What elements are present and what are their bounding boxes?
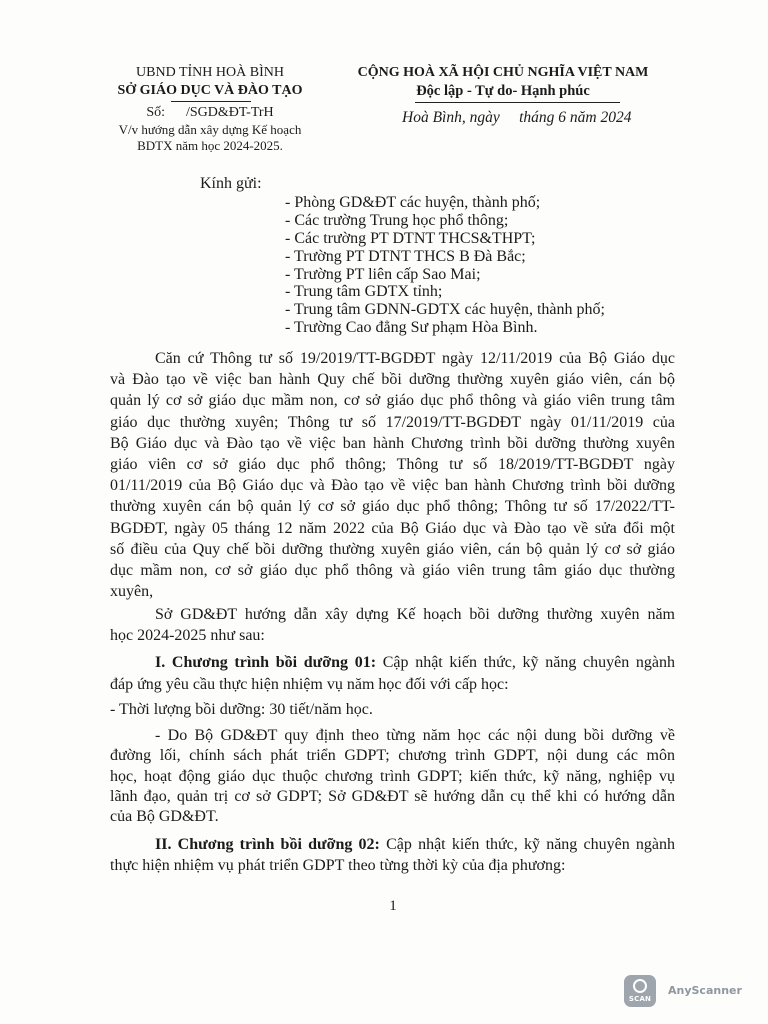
body-line: thường xuyên cán bộ quản lý cơ sở giáo dục phổ thông; Thông tư số 17/2022/TT-: [110, 498, 675, 516]
logo-text: SCAN: [628, 995, 652, 1003]
body-line: lãnh đạo, quản trị cơ sở GDPT; Sở GD&ĐT sẽ hướng dẫn cụ thể khi có hướng dẫn: [110, 787, 675, 805]
issuing-authority: UBND TỈNH HOÀ BÌNH: [136, 65, 284, 80]
page-number: 1: [389, 898, 397, 914]
recipient-item: - Trung tâm GDTX tỉnh;: [285, 283, 443, 301]
subject-line-2: BDTX năm học 2024-2025.: [137, 138, 283, 153]
recipient-item: - Các trường Trung học phổ thông;: [285, 211, 509, 229]
body-line: học, hoạt động giáo dục thuộc chương trình GDPT; kiến thức, kỹ năng, nghiệp vụ: [110, 767, 675, 785]
body-line: Căn cứ Thông tư số 19/2019/TT-BGDĐT ngày 12/11/2019 của Bộ Giáo dục: [155, 350, 675, 367]
national-motto: Độc lập - Tự do- Hạnh phúc: [416, 83, 590, 99]
header-left-ref: [100, 104, 320, 154]
body-line: - Do Bộ GD&ĐT quy định theo từng năm học các nội dung bồi dưỡng về: [155, 727, 675, 744]
body-line: 01/11/2019 của Bộ Giáo dục và Đào tạo về việc ban hành Chương trình bồi dưỡng: [110, 477, 675, 495]
recipient-item: - Các trường PT DTNT THCS&THPT;: [285, 229, 536, 247]
body-line: BGDĐT, ngày 05 tháng 12 năm 2022 của Bộ Giáo dục và Đào tạo về sửa đổi một: [110, 519, 675, 537]
body-line: giáo dục thường xuyên; Thông tư số 17/2019/TT-BGDĐT ngày 01/11/2019 của: [110, 413, 675, 431]
scanner-logo-icon: [624, 975, 656, 1007]
subject-line-1: V/v hướng dẫn xây dựng Kế hoạch: [118, 122, 302, 137]
department-underline: [171, 101, 251, 102]
country-name: CỘNG HOÀ XÃ HỘI CHỦ NGHĨA VIỆT NAM: [357, 65, 649, 80]
paragraph-content: [110, 726, 675, 827]
document-number: Số: /SGD&ĐT-TrH: [146, 105, 274, 120]
recipients-label: Kính gửi:: [200, 175, 262, 192]
paragraph-legal-basis: [110, 348, 675, 602]
recipient-item: - Trung tâm GDNN-GDTX các huyện, thành phố;: [285, 301, 605, 319]
body-text: Cập nhật kiến thức, kỹ năng chuyên ngành: [382, 654, 676, 671]
body-line: Bộ Giáo dục và Đào tạo về việc ban hành Chương trình bồi dưỡng thường xuyên: [110, 434, 675, 452]
body-line: dục mầm non, cơ sở giáo dục phổ thông và giáo viên trung tâm giáo dục thường: [110, 562, 675, 580]
body-line: đường lối, chính sách phát triển GDPT; chương trình GDPT, nội dung các môn: [110, 747, 675, 765]
section-heading: I. Chương trình bồi dưỡng 01:: [155, 654, 377, 671]
body-line: học 2024-2025 như sau:: [110, 627, 265, 644]
body-line: số điều của Quy chế bồi dưỡng thường xuyên giáo viên, cán bộ quản lý cơ sở giáo: [110, 540, 675, 558]
recipient-item: - Trường PT DTNT THCS B Đà Bắc;: [285, 247, 526, 265]
body-line: quản lý cơ sở giáo dục mầm non, cơ sở giáo dục phổ thông và giáo viên trung tâm: [110, 392, 675, 410]
recipients-list: [285, 194, 605, 337]
body-line: xuyên,: [110, 583, 154, 601]
body-line: và Đào tạo về việc ban hành Quy chế bồi dưỡng thường xuyên giáo viên, cán bộ: [110, 371, 675, 389]
body-text: Cập nhật kiến thức, kỹ năng chuyên ngành: [386, 836, 675, 853]
watermark-brand: AnyScanner: [668, 984, 742, 997]
paragraph-intro: [110, 604, 675, 646]
body-line: của Bộ GD&ĐT.: [110, 808, 219, 826]
body-line: Sở GD&ĐT hướng dẫn xây dựng Kế hoạch bồi dưỡng thường xuyên năm: [155, 606, 675, 623]
section-heading: II. Chương trình bồi dưỡng 02:: [155, 836, 380, 853]
recipient-item: - Trường PT liên cấp Sao Mai;: [285, 265, 481, 283]
recipient-item: - Trường Cao đẳng Sư phạm Hòa Bình.: [285, 319, 538, 337]
body-line: giáo viên cơ sở giáo dục phổ thông; Thông tư số 18/2019/TT-BGDĐT ngày: [110, 456, 675, 474]
body-line: - Thời lượng bồi dưỡng: 30 tiết/năm học.: [110, 701, 373, 718]
header-left: [100, 64, 320, 100]
body-line: đáp ứng yêu cầu thực hiện nhiệm vụ năm học đối với cấp học:: [110, 675, 509, 693]
recipient-item: - Phòng GD&ĐT các huyện, thành phố;: [285, 194, 541, 211]
paragraph-duration: [110, 699, 675, 720]
issuing-department: SỞ GIÁO DỤC VÀ ĐÀO TẠO: [117, 83, 303, 98]
place-and-date: Hoà Bình, ngày tháng 6 năm 2024: [402, 109, 632, 126]
paragraph-program-01: [110, 652, 675, 695]
paragraph-program-02: [110, 834, 675, 876]
body-line: thực hiện nhiệm vụ phát triển GDPT theo từng thời kỳ của địa phương:: [110, 857, 566, 874]
header-right: [328, 64, 678, 100]
body-line: [155, 834, 675, 855]
body-line: [155, 652, 675, 674]
motto-underline: [415, 102, 620, 103]
lens-icon: [633, 979, 647, 993]
